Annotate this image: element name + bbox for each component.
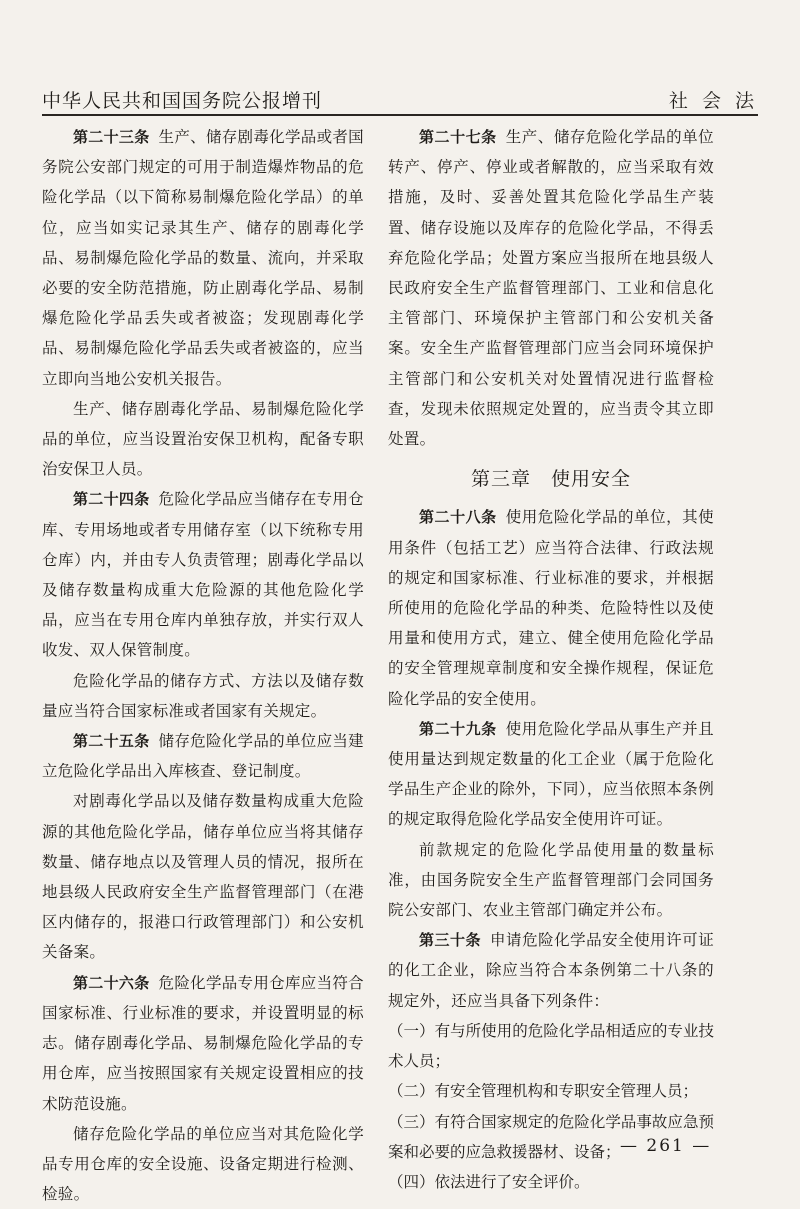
- paragraph: [388, 122, 714, 454]
- paragraph: [42, 968, 364, 1119]
- paragraph: [42, 484, 364, 665]
- paragraph: [42, 666, 364, 726]
- list-item: （四）依法进行了安全评价。: [388, 1172, 590, 1191]
- paragraph: [388, 925, 714, 1016]
- list-item: （三）有符合国家规定的危险化学品事故应急预案和必要的应急救援器材、设备；: [388, 1112, 714, 1161]
- left-column: [42, 122, 364, 1209]
- paragraph-text: 对剧毒化学品以及储存数量构成重大危险源的其他危险化学品，储存单位应当将其储存数量、储存地点以及管理人员的情况，报所在地县级人民政府安全生产监督管理部门（在港区内储存的，报港口行政管理部门）和公安机关备案。: [42, 792, 364, 962]
- paragraph-text: 储存危险化学品的单位应当建立危险化学品出入库核查、登记制度。: [42, 732, 364, 781]
- section-title: 社 会 法: [668, 90, 758, 112]
- paragraph-text: 生产、储存剧毒化学品、易制爆危险化学品的单位，应当设置治安保卫机构，配备专职治安保卫人员。: [42, 399, 364, 479]
- paragraph: [42, 786, 364, 967]
- paragraph-text: 生产、储存危险化学品的单位转产、停产、停业或者解散的，应当采取有效措施，及时、妥善处置其危险化学品生产装置、储存设施以及库存的危险化学品，不得丢弃危险化学品；处置方案应当报所在地县级人民政府安全生产监督管理部门、工业和信息化主管部门、环境保护主管部门和公安机关备案。安全生产监督管理部门应当会同环境保护主管部门和公安机关对处置情况进行监督检查，发现未依照规定处置的，应当责令其立即处置。: [388, 128, 714, 449]
- paragraph-text: 危险化学品应当储存在专用仓库、专用场地或者专用储存室（以下统称专用仓库）内，并由专人负责管理；剧毒化学品以及储存数量构成重大危险源的其他危险化学品，应当在专用仓库内单独存放，并实行双人收发、双人保管制度。: [42, 490, 364, 660]
- paragraph-text: 危险化学品专用仓库应当符合国家标准、行业标准的要求，并设置明显的标志。储存剧毒化学品、易制爆危险化学品的专用仓库，应当按照国家有关规定设置相应的技术防范设施。: [42, 973, 364, 1113]
- paragraph: [42, 1119, 364, 1209]
- page-header: [42, 80, 758, 114]
- chapter-heading: 第三章 使用安全: [470, 468, 631, 491]
- article-number: 第二十三条: [73, 128, 150, 146]
- paragraph-text: 使用危险化学品从事生产并且使用量达到规定数量的化工企业（属于危险化学品生产企业的除外，下同），应当依照本条例的规定取得危险化学品安全使用许可证。: [388, 719, 714, 829]
- paragraph-text: 危险化学品的储存方式、方法以及储存数量应当符合国家标准或者国家有关规定。: [42, 671, 364, 720]
- paragraph: [388, 714, 714, 835]
- article-number: 第二十四条: [73, 490, 150, 509]
- paragraph: [388, 835, 714, 926]
- article-number: 第二十六条: [73, 973, 150, 992]
- article-number: 第二十七条: [419, 128, 497, 146]
- paragraph-text: 生产、储存剧毒化学品或者国务院公安部门规定的可用于制造爆炸物品的危险化学品（以下简称易制爆危险化学品）的单位，应当如实记录其生产、储存的剧毒化学品、易制爆危险化学品的数量、流向，并采取必要的安全防范措施，防止剧毒化学品、易制爆危险化学品丢失或者被盗；发现剧毒化学品、易制爆危险化学品丢失或者被盗的，应当立即向当地公安机关报告。: [42, 128, 364, 388]
- article-number: 第三十条: [419, 931, 482, 950]
- paragraph-text: 申请危险化学品安全使用许可证的化工企业，除应当符合本条例第二十八条的规定外，还应当具备下列条件：: [388, 931, 714, 1010]
- paragraph: [42, 122, 364, 394]
- list-item: （一）有与所使用的危险化学品相适应的专业技术人员；: [388, 1021, 714, 1071]
- paragraph-text: 前款规定的危险化学品使用量的数量标准，由国务院安全生产监督管理部门会同国务院公安部门、农业主管部门确定并公布。: [388, 840, 714, 920]
- publication-title: 中华人民共和国国务院公报增刊: [42, 90, 323, 112]
- page-number: — 261 —: [620, 1136, 712, 1156]
- paragraph: [42, 726, 364, 786]
- paragraph-text: 使用危险化学品的单位，其使用条件（包括工艺）应当符合法律、行政法规的规定和国家标准、行业标准的要求，并根据所使用的危险化学品的种类、危险特性以及使用量和使用方式，建立、健全使用危险化学品的安全管理规章制度和安全操作规程，保证危险化学品的安全使用。: [388, 508, 714, 708]
- list-item: （二）有安全管理机构和专职安全管理人员；: [388, 1082, 699, 1101]
- article-number: 第二十五条: [73, 732, 150, 751]
- right-column: [388, 122, 714, 1197]
- paragraph: [388, 502, 714, 713]
- article-number: 第二十九条: [419, 719, 497, 738]
- header-rule: [42, 114, 758, 116]
- article-number: 第二十八条: [419, 508, 497, 527]
- paragraph: [42, 394, 364, 485]
- paragraph-text: 储存危险化学品的单位应当对其危险化学品专用仓库的安全设施、设备定期进行检测、检验。: [42, 1124, 364, 1204]
